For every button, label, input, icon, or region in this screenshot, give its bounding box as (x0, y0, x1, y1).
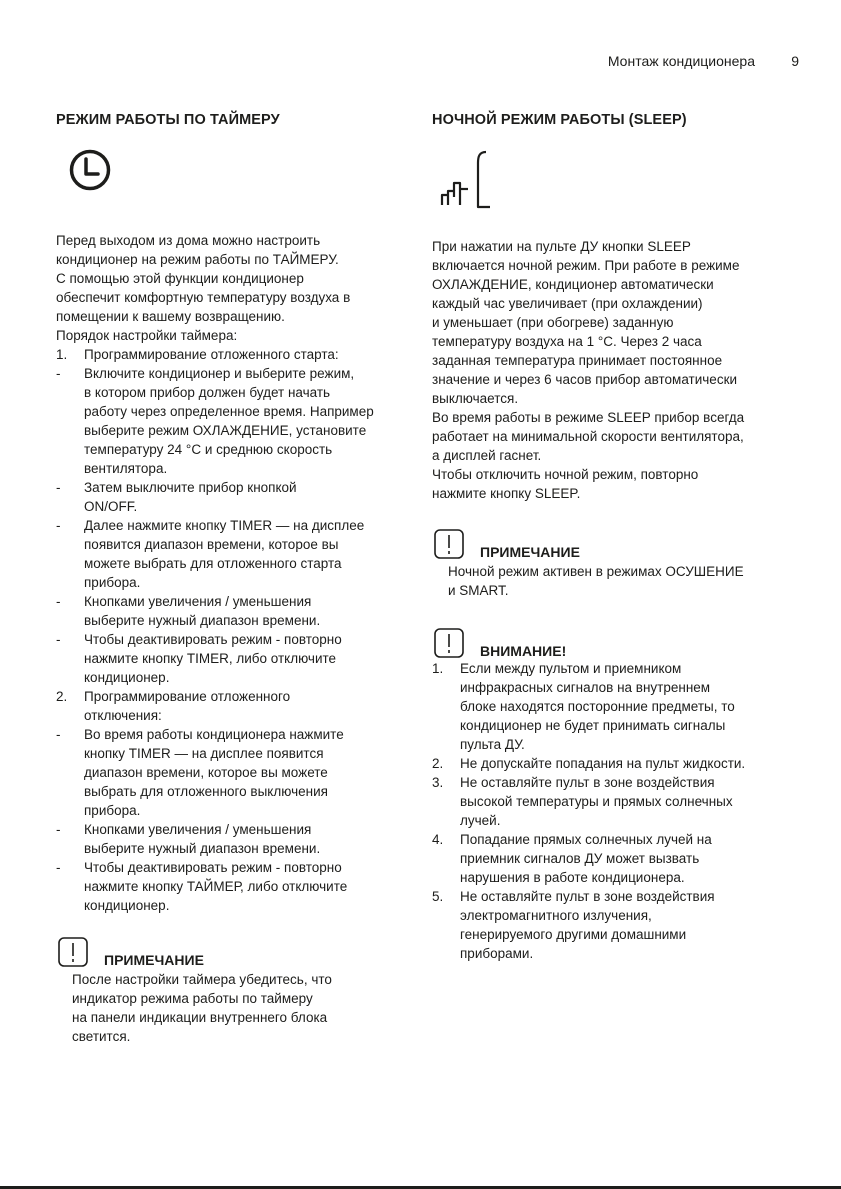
list-item-line: Если между пультом и приемником (460, 661, 682, 676)
list-marker: - (56, 632, 61, 647)
list-item-line: Затем выключите прибор кнопкой (84, 480, 297, 495)
list-item-line: высокой температуры и прямых солнечных (460, 794, 733, 809)
timer-note-title: ПРИМЕЧАНИЕ (104, 952, 204, 968)
list-marker: - (56, 594, 61, 609)
exclamation-box-icon (58, 937, 88, 967)
text-line: С помощью этой функции кондиционер (56, 271, 304, 286)
list-marker: 1. (432, 661, 444, 676)
list-item-line: кондиционер не будет принимать сигналы (460, 718, 726, 733)
list-item-line: нажмите кнопку ТАЙМЕР, либо отключите (84, 879, 348, 894)
note-line: Ночной режим активен в режимах ОСУШЕНИЕ (448, 564, 744, 579)
list-item-line: приборами. (460, 946, 534, 961)
list-item-line: электромагнитного излучения, (460, 908, 652, 923)
sleep-warning-title: ВНИМАНИЕ! (480, 643, 567, 659)
list-item-line: выбрать для отложенного выключения (84, 784, 328, 799)
list-item-line: Не оставляйте пульт в зоне воздействия (460, 775, 715, 790)
sleep-note-title: ПРИМЕЧАНИЕ (480, 544, 580, 560)
list-marker: 5. (432, 889, 444, 904)
list-item-line: прибора. (84, 803, 141, 818)
list-item (56, 630, 411, 687)
list-marker: - (56, 860, 61, 875)
list-item-line: пульта ДУ. (460, 737, 525, 752)
list-item-line: нарушения в работе кондиционера. (460, 870, 685, 885)
list-item-line: генерируемого другими домашними (460, 927, 687, 942)
list-item-line: Чтобы деактивировать режим - повторно (84, 860, 342, 875)
list-item (432, 887, 792, 963)
sleep-section-title: НОЧНОЙ РЕЖИМ РАБОТЫ (SLEEP) (432, 112, 687, 128)
list-item-line: в котором прибор должен будет начать (84, 385, 331, 400)
text-line: Во время работы в режиме SLEEP прибор всегда (432, 410, 745, 425)
text-line: работает на минимальной скорости вентилятора, (432, 429, 744, 444)
text-line: Порядок настройки таймера: (56, 328, 238, 343)
text-line: кондиционер на режим работы по ТАЙМЕРУ. (56, 252, 339, 267)
list-item-line: кондиционер. (84, 898, 170, 913)
list-item-line: Включите кондиционер и выберите режим, (84, 366, 355, 381)
list-item-line: кнопку TIMER — на дисплее появится (84, 746, 324, 761)
sleep-note (432, 523, 792, 600)
list-marker: 3. (432, 775, 444, 790)
list-item (432, 754, 792, 773)
list-item-line: Программирование отложенного (84, 689, 291, 704)
text-line: Чтобы отключить ночной режим, повторно (432, 467, 699, 482)
exclamation-box-icon (434, 529, 464, 559)
text-line: нажмите кнопку SLEEP. (432, 486, 581, 501)
clock-icon (69, 149, 111, 191)
page-number: 9 (791, 53, 799, 69)
text-line: и уменьшает (при обогреве) заданную (432, 315, 674, 330)
list-item-line: отключения: (84, 708, 162, 723)
list-item-line: Кнопками увеличения / уменьшения (84, 822, 312, 837)
list-item-line: блоке находятся посторонние предметы, то (460, 699, 735, 714)
list-item-line: Не оставляйте пульт в зоне воздействия (460, 889, 715, 904)
list-marker: 2. (56, 689, 68, 704)
list-item (56, 592, 411, 630)
list-marker: - (56, 727, 61, 742)
timer-steps-list (56, 345, 411, 915)
list-item-line: нажмите кнопку TIMER, либо отключите (84, 651, 337, 666)
text-line: выключается. (432, 391, 519, 406)
text-line: значение и через 6 часов прибор автоматически (432, 372, 738, 387)
sleep-warning (432, 622, 792, 963)
list-item (56, 820, 411, 858)
text-line: включается ночной режим. При работе в режиме (432, 258, 740, 273)
list-item-line: кондиционер. (84, 670, 170, 685)
sleep-paragraph (432, 237, 792, 503)
sleep-mode-icon (438, 149, 492, 209)
list-marker: 4. (432, 832, 444, 847)
list-item-line: Во время работы кондиционера нажмите (84, 727, 344, 742)
list-item-line: ON/OFF. (84, 499, 138, 514)
list-item-line: диапазон времени, которое вы можете (84, 765, 328, 780)
list-item (56, 345, 411, 364)
list-item (56, 725, 411, 820)
list-item (56, 478, 411, 516)
list-item-line: инфракрасных сигналов на внутреннем (460, 680, 711, 695)
text-line: Перед выходом из дома можно настроить (56, 233, 321, 248)
sleep-warning-list (432, 659, 792, 963)
sleep-section (432, 111, 792, 963)
list-marker: - (56, 518, 61, 533)
list-item-line: Не допускайте попадания на пульт жидкости. (460, 756, 746, 771)
text-line: каждый час увеличивает (при охлаждении) (432, 296, 703, 311)
timer-section (56, 111, 411, 1046)
list-item (56, 858, 411, 915)
list-item-line: Попадание прямых солнечных лучей на (460, 832, 712, 847)
note-line: индикатор режима работы по таймеру (72, 991, 313, 1006)
note-line: на панели индикации внутреннего блока (72, 1010, 328, 1025)
list-marker: 1. (56, 347, 68, 362)
list-item (56, 364, 411, 478)
list-item (432, 830, 792, 887)
list-item-line: выберите нужный диапазон времени. (84, 613, 321, 628)
list-item-line: можете выбрать для отложенного старта (84, 556, 342, 571)
timer-note (56, 931, 411, 1046)
exclamation-box-icon (434, 628, 464, 658)
list-item (56, 516, 411, 592)
running-header-title: Монтаж кондиционера (607, 53, 755, 69)
text-line: При нажатии на пульте ДУ кнопки SLEEP (432, 239, 691, 254)
text-line: а дисплей гаснет. (432, 448, 542, 463)
list-item-line: Далее нажмите кнопку TIMER — на дисплее (84, 518, 365, 533)
list-item-line: Чтобы деактивировать режим - повторно (84, 632, 342, 647)
sleep-note-body (432, 562, 792, 600)
text-line: заданная температура принимает постоянное (432, 353, 723, 368)
text-line: помещении к вашему возвращению. (56, 309, 285, 324)
text-line: температуру воздуха на 1 °С. Через 2 часа (432, 334, 702, 349)
text-line: обеспечит комфортную температуру воздуха в (56, 290, 351, 305)
list-item-line: выберите режим ОХЛАЖДЕНИЕ, установите (84, 423, 367, 438)
list-marker: - (56, 366, 61, 381)
timer-note-body (56, 970, 411, 1046)
list-marker: - (56, 822, 61, 837)
list-item-line: вентилятора. (84, 461, 168, 476)
note-line: светится. (72, 1029, 131, 1044)
list-item (56, 687, 411, 725)
timer-section-title: РЕЖИМ РАБОТЫ ПО ТАЙМЕРУ (56, 112, 280, 128)
list-item-line: приемник сигналов ДУ может вызвать (460, 851, 700, 866)
list-item-line: выберите нужный диапазон времени. (84, 841, 321, 856)
note-line: После настройки таймера убедитесь, что (72, 972, 332, 987)
list-item (432, 773, 792, 830)
list-item-line: Программирование отложенного старта: (84, 347, 339, 362)
list-item-line: лучей. (460, 813, 501, 828)
list-item (432, 659, 792, 754)
list-marker: 2. (432, 756, 444, 771)
list-marker: - (56, 480, 61, 495)
list-item-line: температуру 24 °С и среднюю скорость (84, 442, 333, 457)
list-item-line: работу через определенное время. Например (84, 404, 374, 419)
list-item-line: Кнопками увеличения / уменьшения (84, 594, 312, 609)
list-item-line: появится диапазон времени, которое вы (84, 537, 339, 552)
note-line: и SMART. (448, 583, 509, 598)
timer-intro (56, 231, 411, 345)
text-line: ОХЛАЖДЕНИЕ, кондиционер автоматически (432, 277, 714, 292)
list-item-line: прибора. (84, 575, 141, 590)
